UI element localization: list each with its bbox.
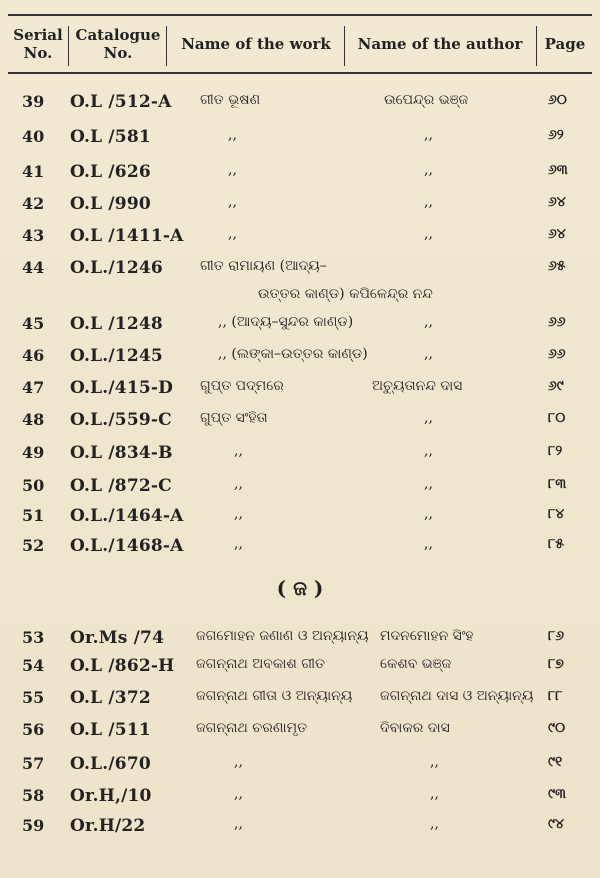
work-name: ,,: [234, 476, 243, 492]
header-serial-no: Serial No.: [13, 26, 63, 62]
catalogue-no: O.L./670: [70, 754, 151, 774]
author-name: ,,: [430, 786, 439, 802]
work-name: ,,: [234, 536, 243, 552]
page-no: ୯୩: [548, 786, 566, 802]
work-name: ,, (ଆଦ୍ୟ–ସୁନ୍ଦର କାଣ୍ଡ): [218, 314, 354, 330]
page-no: ୮୩: [548, 476, 567, 492]
serial-no: 48: [22, 410, 45, 429]
serial-no: 39: [22, 92, 45, 111]
catalogue-no: O.L./1464-A: [70, 506, 184, 526]
work-name: ,,: [228, 226, 237, 242]
page-no: ୬୫: [548, 258, 566, 274]
table-row: [0, 536, 600, 564]
work-name: ,,: [228, 127, 237, 143]
serial-no: 52: [22, 536, 45, 555]
page-no: ୬୦: [548, 92, 567, 108]
table-row: [0, 226, 600, 254]
catalogue-no: O.L /834-B: [70, 443, 173, 463]
page-no: ୬୪: [548, 194, 566, 210]
page-no: ୬୬: [548, 346, 566, 362]
table-row: [0, 127, 600, 155]
page-no: ୮୨: [548, 443, 563, 459]
work-name: ,,: [228, 162, 237, 178]
work-name: ,,: [234, 754, 243, 770]
work-name: ଜଗମୋହନ ଜଣାଣ ଓ ଅନ୍ୟାନ୍ୟ: [196, 628, 369, 644]
author-name: ,,: [424, 536, 433, 552]
catalogue-no: O.L /511: [70, 720, 151, 740]
page-no: ୮୮: [548, 688, 563, 704]
header-divider: [68, 26, 69, 66]
work-name: ,,: [234, 816, 243, 832]
header-divider: [344, 26, 345, 66]
table-row: [0, 162, 600, 190]
catalogue-no: O.L./559-C: [70, 410, 172, 430]
work-name: ,,: [234, 506, 243, 522]
author-name: ,,: [424, 346, 433, 362]
table-row: [0, 720, 600, 748]
work-name: ,,: [234, 786, 243, 802]
author-name: ଉପେନ୍ଦ୍ର ଭଞ୍ଜ: [384, 92, 469, 108]
work-name: ଜଗନ୍ନାଥ ଚରଣାମୃତ: [196, 720, 308, 736]
catalogue-no: O.L./1245: [70, 346, 163, 366]
table-row: [0, 314, 600, 342]
table-row: [0, 378, 600, 406]
serial-no: 46: [22, 346, 45, 365]
page-no: ୮୫: [548, 536, 565, 552]
table-row: [0, 346, 600, 374]
table-row: [0, 816, 600, 844]
table-row: [0, 92, 600, 120]
catalogue-no: O.L /990: [70, 194, 151, 214]
serial-no: 58: [22, 786, 45, 805]
page-no: ୯୧: [548, 754, 563, 770]
serial-no: 53: [22, 628, 45, 647]
serial-no: 42: [22, 194, 45, 213]
row-44-continuation: ଉତ୍ତର କାଣ୍ଡ) କପିଳେନ୍ଦ୍ର ନନ୍ଦ: [258, 286, 433, 302]
table-row: [0, 506, 600, 534]
serial-no: 43: [22, 226, 45, 245]
serial-no: 56: [22, 720, 45, 739]
page-no: ୬୩: [548, 162, 568, 178]
catalogue-no: Or.Ms /74: [70, 628, 165, 648]
header-divider: [536, 26, 537, 66]
catalogue-no: O.L /1248: [70, 314, 163, 334]
serial-no: 49: [22, 443, 45, 462]
page-no: ୬୯: [548, 378, 564, 394]
page-no: ୮୪: [548, 506, 565, 522]
table-row: [0, 410, 600, 438]
catalogue-no: O.L /1411-A: [70, 226, 184, 246]
work-name: ଗୁପ୍ତ ସଂହିତା: [200, 410, 268, 426]
page-no: ୬୨: [548, 127, 564, 143]
author-name: ,,: [424, 162, 433, 178]
author-name: ,,: [430, 816, 439, 832]
catalogue-no: O.L /862-H: [70, 656, 175, 676]
table-row: [0, 476, 600, 504]
author-name: ,,: [424, 127, 433, 143]
work-name: ଗୀତ ରାମାୟଣ (ଆଦ୍ୟ–: [200, 258, 327, 274]
author-name: ଜଗନ୍ନାଥ ଦାସ ଓ ଅନ୍ୟାନ୍ୟ: [380, 688, 534, 704]
serial-no: 44: [22, 258, 45, 277]
table-header: [10, 20, 592, 68]
header-page: Page: [544, 35, 586, 53]
author-name: ,,: [424, 476, 433, 492]
header-catalogue-no: Catalogue No.: [75, 26, 161, 62]
catalogue-no: O.L./1468-A: [70, 536, 184, 556]
table-row: [0, 443, 600, 471]
work-name: ଜଗନ୍ନାଥ ଗୀତା ଓ ଅନ୍ୟାନ୍ୟ: [196, 688, 353, 704]
top-rule: [8, 14, 592, 16]
header-name-of-work: Name of the work: [181, 35, 331, 53]
catalogue-no: Or.H/22: [70, 816, 146, 836]
catalogue-no: Or.H,/10: [70, 786, 152, 806]
author-name: ,,: [424, 506, 433, 522]
author-name: ଅଚ୍ୟୁତାନନ୍ଦ ଦାସ: [372, 378, 463, 394]
catalogue-no: O.L./1246: [70, 258, 163, 278]
work-name: ଗୁପ୍ତ ପଦ୍ମରେ: [200, 378, 284, 394]
table-row: [0, 688, 600, 716]
page-no: ୯୪: [548, 816, 564, 832]
author-name: ,,: [424, 410, 433, 426]
serial-no: 51: [22, 506, 45, 525]
table-row: [0, 656, 600, 684]
work-name: ,,: [234, 443, 243, 459]
work-name: ଗୀତ ଭୂଷଣ: [200, 92, 261, 108]
serial-no: 57: [22, 754, 45, 773]
catalogue-no: O.L /872-C: [70, 476, 172, 496]
author-name: ,,: [424, 443, 433, 459]
author-name: ଦିବାକର ଦାସ: [380, 720, 450, 736]
catalogue-no: O.L./415-D: [70, 378, 174, 398]
catalogue-no: O.L /626: [70, 162, 151, 182]
serial-no: 55: [22, 688, 45, 707]
table-row: [0, 754, 600, 782]
page-no: ୮୬: [548, 628, 565, 644]
page-no: ୯୦: [548, 720, 566, 736]
header-bottom-rule: [8, 72, 592, 74]
serial-no: 40: [22, 127, 45, 146]
catalogue-no: O.L /512-A: [70, 92, 172, 112]
author-name: ମଦନମୋହନ ସିଂହ: [380, 628, 474, 644]
serial-no: 59: [22, 816, 45, 835]
author-name: ,,: [424, 314, 433, 330]
table-row: [0, 628, 600, 656]
work-name: ,, (ଲଙ୍କା–ଉତ୍ତର କାଣ୍ଡ): [218, 346, 368, 362]
author-name: ,,: [424, 226, 433, 242]
header-name-of-author: Name of the author: [357, 35, 523, 53]
table-row: [0, 194, 600, 222]
page-no: ୮୭: [548, 656, 564, 672]
header-divider: [166, 26, 167, 66]
serial-no: 45: [22, 314, 45, 333]
catalogue-no: O.L /372: [70, 688, 151, 708]
serial-no: 41: [22, 162, 45, 181]
page-no: ୬୪: [548, 226, 566, 242]
page-no: ୬୬: [548, 314, 566, 330]
work-name: ,,: [228, 194, 237, 210]
serial-no: 54: [22, 656, 45, 675]
page-no: ୮୦: [548, 410, 566, 426]
author-name: ,,: [430, 754, 439, 770]
work-name: ଜଗନ୍ନାଥ ଅବକାଶ ଗୀତ: [196, 656, 326, 672]
catalogue-no: O.L /581: [70, 127, 151, 147]
author-name: ,,: [424, 194, 433, 210]
section-heading: ( ଜ ): [276, 576, 324, 600]
serial-no: 50: [22, 476, 45, 495]
author-name: କେଶବ ଭଞ୍ଜ: [380, 656, 452, 672]
serial-no: 47: [22, 378, 45, 397]
table-row: [0, 258, 600, 286]
table-row: [0, 786, 600, 814]
